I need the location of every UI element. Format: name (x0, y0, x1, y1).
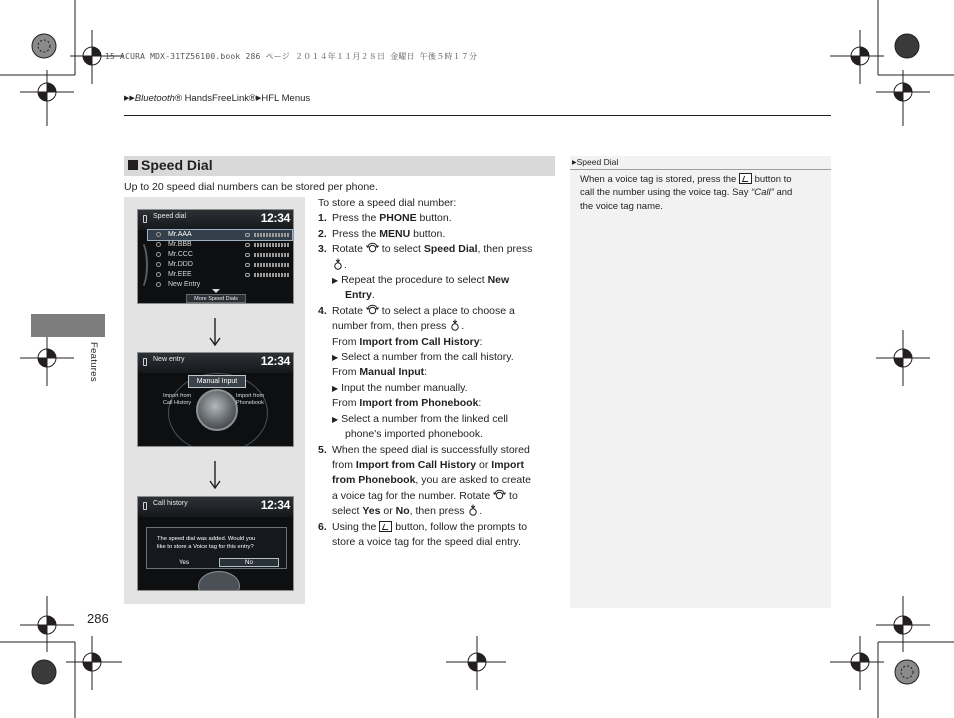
side-note-body (580, 173, 824, 213)
list-item-label: Mr.EEE (168, 271, 192, 278)
breadcrumb-item-bluetooth[interactable]: Bluetooth (134, 93, 175, 104)
step-5-cont-2 (318, 473, 558, 488)
step-text: phone's imported phonebook. (345, 428, 484, 441)
section-label: Features (88, 342, 99, 382)
screen-title: Call history (153, 500, 188, 507)
step-text: . (461, 320, 465, 333)
step-text: number from, then press (332, 320, 450, 333)
step-text: Press the (332, 227, 380, 240)
arrow-right-icon: ▶ (332, 383, 339, 393)
step-number: 6. (318, 520, 327, 533)
step-text: button. (410, 227, 446, 240)
step-text: select (332, 505, 363, 518)
step-4-from-call-history (318, 335, 558, 350)
radio-icon (156, 272, 161, 277)
yes-label: Yes (362, 505, 381, 518)
chevron-down-icon (212, 289, 220, 293)
no-label: No (395, 505, 410, 518)
step-number: 4. (318, 304, 327, 317)
step-4-from-manual-input (318, 365, 558, 380)
menu-button-label: MENU (379, 227, 411, 240)
screen-title: Speed dial (153, 213, 187, 220)
step-text: store a voice tag for the speed dial entry. (332, 535, 521, 548)
side-note-line: the voice tag name. (580, 200, 663, 212)
step-1 (318, 211, 558, 226)
step-text: From (332, 335, 360, 348)
dialog-message-line: like to store a Voice tag for this entry? (157, 544, 254, 550)
step-text: When the speed dial is successfully stored (332, 443, 530, 456)
breadcrumb-item-handsfreelink[interactable]: ® HandsFreeLink® (174, 93, 256, 104)
section-heading: Speed Dial (141, 157, 213, 173)
step-text: from (332, 458, 356, 471)
step-text: . (371, 289, 375, 302)
phone-type-icon (245, 273, 250, 277)
header-divider (124, 115, 831, 116)
breadcrumb-arrow-icon: ▶▶ (124, 95, 135, 102)
breadcrumb (124, 93, 310, 104)
step-text: . (479, 505, 483, 518)
rotate-dial-icon (366, 242, 379, 254)
step-text: : (479, 335, 483, 348)
dial-arc (137, 240, 148, 290)
phone-type-icon (245, 263, 250, 267)
step-2 (318, 227, 558, 242)
option-label: Phonebook (236, 399, 264, 406)
interface-dial-icon (198, 571, 240, 591)
steps-lead: To store a speed dial number: (318, 197, 457, 209)
step-4-sub-2 (318, 381, 558, 396)
talk-button-icon (379, 521, 392, 532)
dialog-message (157, 535, 281, 551)
step-text: Rotate (332, 243, 366, 256)
masked-number (254, 273, 290, 277)
masked-number (254, 243, 290, 247)
step-5-cont-3 (318, 489, 558, 504)
side-note-line (580, 186, 824, 199)
step-text: button. (416, 212, 452, 225)
note-text: and (773, 187, 793, 199)
press-dial-icon (332, 258, 344, 270)
option-label: Import from (236, 393, 265, 399)
screen-clock: 12:34 (260, 498, 290, 512)
interface-dial-icon (196, 389, 238, 431)
step-number: 2. (318, 227, 327, 240)
side-note-title-text: Speed Dial (576, 157, 619, 167)
note-text: When a voice tag is stored, press the (580, 174, 739, 185)
heading-square-icon (128, 160, 138, 170)
step-4 (318, 304, 558, 319)
step-text: button, follow the prompts to (392, 520, 528, 533)
screen-clock: 12:34 (260, 211, 290, 225)
step-3-cont (318, 258, 558, 273)
step-6 (318, 520, 558, 535)
side-note-box (570, 156, 831, 608)
page-number: 286 (87, 611, 109, 626)
screen-title: New entry (153, 356, 185, 363)
note-text: button to (751, 174, 792, 185)
voice-command-text: “Call” (751, 187, 774, 199)
reference-arrow-icon: ▶ (572, 160, 577, 166)
press-dial-icon (449, 319, 461, 331)
step-text: or (380, 505, 396, 518)
step-text: Select a number from the linked cell (341, 412, 508, 425)
phone-type-icon (245, 253, 250, 257)
side-note-title (572, 157, 618, 167)
press-dial-icon (467, 504, 479, 516)
radio-icon (156, 242, 161, 247)
new-entry-label: Entry (345, 289, 372, 302)
print-header: 15 ACURA MDX-31TZ56100.book 286 ページ ２０１４年１１月２８日 金曜日 午後５時１７分 (105, 52, 478, 61)
option-label: Import from (163, 393, 192, 399)
list-item-label: Mr.AAA (168, 231, 192, 238)
step-5-cont-4 (318, 504, 558, 519)
speed-dial-label: Speed Dial (423, 243, 478, 256)
step-number: 5. (318, 443, 327, 456)
step-text: , then press (409, 505, 468, 518)
step-text: Input the number manually. (341, 381, 468, 394)
note-text: call the number using the voice tag. Say (580, 187, 752, 199)
screen-clock: 12:34 (260, 354, 290, 368)
voice-tag-icon (245, 233, 250, 237)
import-phonebook-label: Import (491, 458, 524, 471)
step-text: , then press (477, 243, 533, 256)
dialog-message-line: The speed dial was added. Would you (157, 536, 256, 542)
arrow-right-icon: ▶ (332, 276, 339, 286)
new-entry-screen (137, 352, 294, 447)
step-text: or (476, 458, 492, 471)
step-text: , you are asked to create (415, 474, 531, 487)
section-tab (31, 314, 105, 337)
list-item[interactable] (148, 280, 292, 290)
import-phonebook-option[interactable] (236, 393, 264, 406)
step-5-cont-1 (318, 458, 558, 473)
rotate-dial-icon (493, 489, 506, 501)
step-text: Using the (332, 520, 380, 533)
step-3-sub-cont (318, 288, 558, 303)
phone-icon (143, 358, 147, 366)
step-text: Rotate (332, 304, 366, 317)
step-text: From (332, 366, 360, 379)
masked-number (254, 233, 290, 237)
list-item-label: Mr.DDD (168, 261, 193, 268)
import-phonebook-label: from Phonebook (332, 474, 416, 487)
arrow-down-icon (208, 460, 222, 490)
list-item[interactable] (148, 240, 292, 250)
radio-icon (156, 232, 161, 237)
import-call-history-option[interactable] (163, 393, 191, 406)
step-6-cont (318, 535, 558, 550)
speed-dial-screen (137, 209, 294, 304)
step-text: : (478, 397, 482, 410)
step-text: : (424, 366, 428, 379)
list-item[interactable] (148, 230, 292, 240)
side-note-line (580, 173, 824, 186)
step-5 (318, 443, 558, 458)
breadcrumb-arrow-icon: ▶ (256, 95, 262, 102)
step-text: to (506, 489, 518, 502)
step-4-from-phonebook (318, 396, 558, 411)
speed-dial-list (148, 230, 292, 294)
list-item-label: New Entry (168, 281, 201, 288)
intro-text: Up to 20 speed dial numbers can be stored per phone. (124, 181, 378, 193)
option-label: Call History (163, 399, 192, 406)
masked-number (254, 263, 290, 267)
procedure-steps (318, 196, 558, 550)
list-item-label: Mr.BBB (168, 241, 192, 248)
phone-type-icon (245, 243, 250, 247)
phone-button-label: PHONE (379, 212, 417, 225)
list-item[interactable] (148, 260, 292, 270)
manual-input-button[interactable]: Manual Input (188, 375, 246, 388)
step-number: 1. (318, 212, 327, 225)
arrow-right-icon: ▶ (332, 414, 339, 424)
radio-icon (156, 282, 161, 287)
step-4-sub-1 (318, 350, 558, 365)
phone-icon (143, 215, 147, 223)
step-text: . (344, 258, 347, 271)
step-4-sub-3 (318, 412, 558, 427)
step-4-cont (318, 319, 558, 334)
step-text: Repeat the procedure to select (341, 274, 488, 287)
import-call-history-label: Import from Call History (355, 458, 477, 471)
radio-icon (156, 252, 161, 257)
radio-icon (156, 262, 161, 267)
talk-button-icon (739, 173, 752, 184)
step-text: to select (378, 243, 424, 256)
step-text: a voice tag for the number. Rotate (332, 489, 494, 502)
step-text: Press the (332, 212, 380, 225)
list-item-label: Mr.CCC (168, 251, 193, 258)
import-call-history-label: Import from Call History (359, 335, 480, 348)
arrow-down-icon (208, 317, 222, 347)
step-3 (318, 242, 558, 257)
breadcrumb-item-hfl-menus[interactable]: HFL Menus (261, 93, 311, 104)
step-text: From (332, 397, 360, 410)
step-text: to select a place to choose a (378, 304, 515, 317)
list-item[interactable] (148, 250, 292, 260)
import-phonebook-label: Import from Phonebook (359, 397, 479, 410)
step-text: Select a number from the call history. (341, 351, 514, 364)
masked-number (254, 253, 290, 257)
step-number: 3. (318, 243, 327, 256)
step-3-sub (318, 273, 558, 288)
step-4-sub-3-cont (318, 427, 558, 442)
more-speed-dials-button[interactable]: More Speed Dials (186, 294, 246, 303)
list-item[interactable] (148, 270, 292, 280)
yes-button[interactable]: Yes (178, 559, 190, 566)
new-entry-label: New (487, 274, 510, 287)
arrow-right-icon: ▶ (332, 353, 339, 363)
manual-input-label: Manual Input (359, 366, 425, 379)
no-button[interactable]: No (219, 558, 279, 567)
rotate-dial-icon (366, 304, 379, 316)
call-history-screen (137, 496, 294, 591)
phone-icon (143, 502, 147, 510)
